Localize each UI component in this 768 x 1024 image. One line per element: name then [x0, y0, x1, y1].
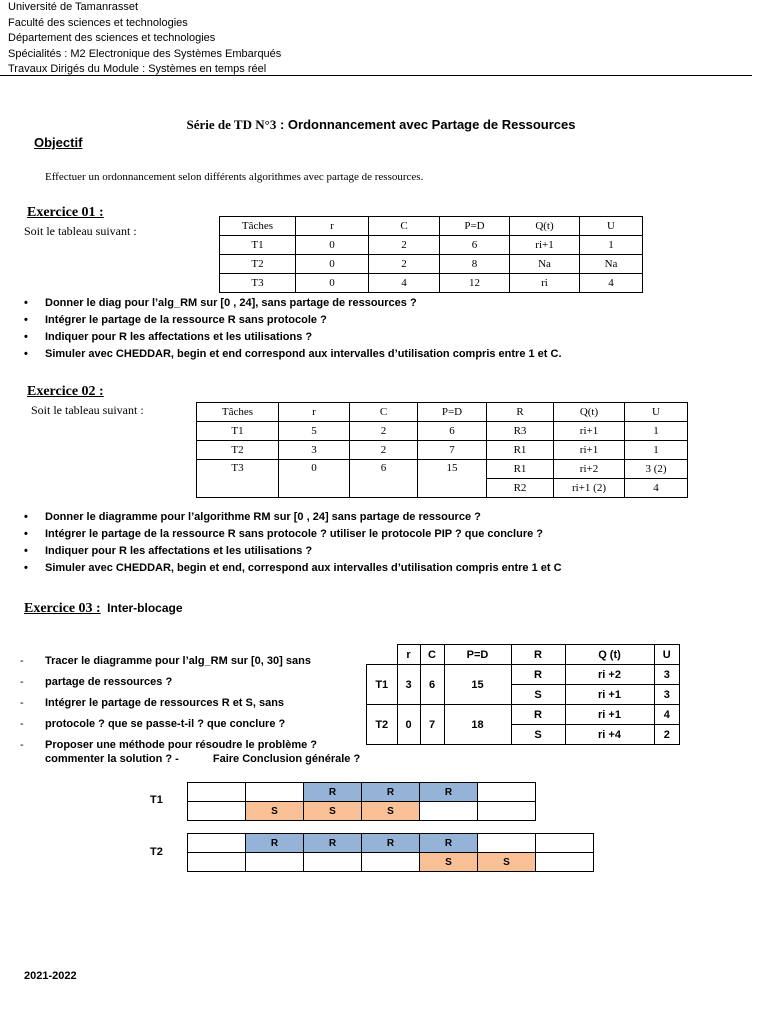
table-cell: 15 — [418, 460, 487, 498]
table-cell: 2 — [369, 255, 440, 274]
list-item — [20, 651, 317, 672]
table-header-cell: r — [397, 645, 420, 665]
table-cell: ri — [510, 274, 580, 293]
table-cell: ri +1 — [565, 685, 654, 705]
table-cell: 4 — [625, 479, 688, 498]
table-header-cell: P=D — [444, 645, 511, 665]
list-item-text: partage de ressources ? — [45, 676, 173, 688]
exercise-2-table — [196, 402, 688, 498]
table-cell: 0 — [296, 236, 369, 255]
table-cell: 0 — [279, 460, 350, 498]
table-cell: R — [511, 665, 565, 685]
table-cell: 2 — [350, 422, 418, 441]
table-row — [220, 274, 643, 293]
table-cell: ri+1 — [554, 422, 625, 441]
table-cell: ri+1 — [510, 236, 580, 255]
table-cell: 2 — [350, 441, 418, 460]
list-item — [20, 714, 317, 735]
table-header-cell: r — [296, 217, 369, 236]
table-row — [367, 705, 680, 725]
dash-marker: - — [20, 739, 24, 751]
table-cell: 3 — [279, 441, 350, 460]
gantt-cell-s: S — [304, 802, 362, 821]
table-cell: 0 — [397, 705, 420, 745]
gantt-cell-r: R — [304, 783, 362, 802]
gantt-t2-label: T2 — [150, 846, 163, 858]
exercise-2-intro: Soit le tableau suivant : — [31, 403, 144, 417]
gantt-cell — [536, 834, 594, 853]
table-header-row — [197, 403, 688, 422]
gantt-cell — [188, 834, 246, 853]
list-item — [20, 672, 317, 693]
table-header-row — [220, 217, 643, 236]
gantt-t1-label: T1 — [150, 794, 163, 806]
gantt-cell — [188, 802, 246, 821]
table-header-cell: R — [511, 645, 565, 665]
table-header-cell: P=D — [440, 217, 510, 236]
header-line: Département des sciences et technologies — [8, 32, 216, 44]
table-row — [220, 236, 643, 255]
table-cell: ri+1 — [554, 441, 625, 460]
list-item: • Simuler avec CHEDDAR, begin et end, correspond aux intervalles d’utilisation compris entre 1 et C — [24, 560, 562, 577]
objectif-text: Effectuer un ordonnancement selon différents algorithmes avec partage de ressources. — [45, 171, 424, 183]
header-line: Faculté des sciences et technologies — [8, 16, 188, 29]
exercise-3-table — [366, 644, 680, 745]
gantt-row-resource-s — [188, 853, 594, 872]
academic-year: 2021-2022 — [24, 970, 77, 982]
dash-marker: - — [20, 718, 24, 730]
header-line: Travaux Dirigés du Module : Systèmes en temps réel — [8, 63, 267, 75]
objectif-heading: Objectif — [34, 135, 83, 150]
table-cell: 3 — [654, 665, 680, 685]
gantt-cell-s: S — [478, 853, 536, 872]
gantt-t2 — [187, 833, 594, 872]
list-item: • Intégrer le partage de la ressource R sans protocole ? utiliser le protocole PIP ? que conclure ? — [24, 526, 562, 543]
table-header-cell: P=D — [418, 403, 487, 422]
table-row — [197, 460, 688, 479]
gantt-cell — [246, 783, 304, 802]
gantt-row-resource-s — [188, 802, 536, 821]
table-cell: ri+1 (2) — [554, 479, 625, 498]
gantt-t1 — [187, 782, 536, 821]
table-cell: Na — [510, 255, 580, 274]
table-header-cell: Tâches — [220, 217, 296, 236]
exercise-1-heading: Exercice 01 : — [27, 205, 104, 220]
gantt-cell — [478, 783, 536, 802]
table-header-cell: C — [350, 403, 418, 422]
table-cell: 1 — [580, 236, 643, 255]
exercise-1-questions — [24, 295, 562, 363]
title-prefix: Série de TD N°3 — [186, 117, 277, 132]
table-cell: T1 — [367, 665, 398, 705]
table-row — [367, 665, 680, 685]
gantt-cell — [478, 802, 536, 821]
list-item: • Indiquer pour R les affectations et les utilisations ? — [24, 329, 562, 346]
gantt-cell-r: R — [362, 783, 420, 802]
table-cell: 4 — [654, 705, 680, 725]
list-item: • Donner le diag pour l’alg_RM sur [0 , 24], sans partage de ressources ? — [24, 295, 562, 312]
gantt-cell — [478, 834, 536, 853]
table-cell: 4 — [580, 274, 643, 293]
table-cell: 4 — [369, 274, 440, 293]
table-cell: 6 — [350, 460, 418, 498]
table-cell: ri+2 — [554, 460, 625, 479]
table-header-cell: Q(t) — [510, 217, 580, 236]
exercise-3-questions — [20, 651, 317, 756]
table-cell: 8 — [440, 255, 510, 274]
header-line: Spécialités : M2 Electronique des Systèmes Embarqués — [8, 47, 282, 60]
dash-marker: - — [20, 655, 24, 667]
table-cell: 7 — [420, 705, 444, 745]
last-line-text: commenter la solution ? - — [45, 753, 179, 765]
table-row — [197, 441, 688, 460]
gantt-cell — [420, 802, 478, 821]
table-header-cell: C — [420, 645, 444, 665]
title-main: : Ordonnancement avec Partage de Ressources — [276, 117, 576, 132]
table-cell: T3 — [220, 274, 296, 293]
table-cell: 6 — [440, 236, 510, 255]
list-item — [20, 693, 317, 714]
list-item-text: Proposer une méthode pour résoudre le problème ? — [45, 739, 317, 751]
table-header-cell: U — [580, 217, 643, 236]
list-item: • Intégrer le partage de la ressource R sans protocole ? — [24, 312, 562, 329]
table-cell: R1 — [487, 460, 554, 479]
table-cell: 5 — [279, 422, 350, 441]
table-cell: T2 — [220, 255, 296, 274]
table-cell: 7 — [418, 441, 487, 460]
exercise-3-subtitle: Inter-blocage — [107, 601, 183, 615]
table-cell: T3 — [197, 460, 279, 498]
table-header-cell: U — [654, 645, 680, 665]
conclusion-text: Faire Conclusion générale ? — [212, 753, 361, 765]
exercise-3-heading-line — [24, 599, 183, 617]
list-item: • Simuler avec CHEDDAR, begin et end correspond aux intervalles d’utilisation compris entre 1 et C. — [24, 346, 562, 363]
gantt-cell-s: S — [246, 802, 304, 821]
table-header-row — [367, 645, 680, 665]
exercise-1-table — [219, 216, 643, 293]
table-header-cell: Q(t) — [554, 403, 625, 422]
table-row — [220, 255, 643, 274]
gantt-cell — [188, 853, 246, 872]
table-header-cell: U — [625, 403, 688, 422]
gantt-cell — [536, 853, 594, 872]
table-cell: R3 — [487, 422, 554, 441]
table-row — [197, 422, 688, 441]
header-line: Université de Tamanrasset — [8, 1, 139, 13]
table-cell: 1 — [625, 422, 688, 441]
table-header-cell: r — [279, 403, 350, 422]
table-cell: 0 — [296, 274, 369, 293]
exercise-2-heading: Exercice 02 : — [27, 384, 104, 399]
table-cell: 12 — [440, 274, 510, 293]
gantt-row-resource-r — [188, 834, 594, 853]
table-cell: R — [511, 705, 565, 725]
dash-marker: - — [20, 676, 24, 688]
table-header-cell: R — [487, 403, 554, 422]
list-item: • Donner le diagramme pour l’algorithme RM sur [0 , 24] sans partage de ressource ? — [24, 509, 562, 526]
table-cell: T1 — [197, 422, 279, 441]
gantt-cell-s: S — [420, 853, 478, 872]
table-cell: 3 — [397, 665, 420, 705]
list-item-text: protocole ? que se passe-t-il ? que conclure ? — [45, 718, 286, 730]
table-cell: 1 — [625, 441, 688, 460]
table-cell: T2 — [197, 441, 279, 460]
table-cell: 3 — [654, 685, 680, 705]
list-item: • Indiquer pour R les affectations et les utilisations ? — [24, 543, 562, 560]
table-cell: 0 — [296, 255, 369, 274]
gantt-cell — [188, 783, 246, 802]
institution-header — [8, 0, 281, 78]
table-header-cell: C — [369, 217, 440, 236]
dash-marker: - — [20, 697, 24, 709]
gantt-cell-r: R — [362, 834, 420, 853]
gantt-cell — [246, 853, 304, 872]
table-cell: 15 — [444, 665, 511, 705]
gantt-cell-r: R — [420, 783, 478, 802]
gantt-cell — [304, 853, 362, 872]
list-item-text: Intégrer le partage de ressources R et S, sans — [45, 697, 285, 709]
gantt-cell-s: S — [362, 802, 420, 821]
gantt-cell-r: R — [246, 834, 304, 853]
exercise-2-questions — [24, 509, 562, 577]
list-item-text: Tracer le diagramme pour l’alg_RM sur [0, 30] sans — [45, 655, 311, 667]
table-cell: T2 — [367, 705, 398, 745]
table-cell: ri +2 — [565, 665, 654, 685]
table-cell: 18 — [444, 705, 511, 745]
header-divider — [0, 75, 752, 76]
table-cell: 3 (2) — [625, 460, 688, 479]
document-title — [0, 117, 762, 133]
table-cell: S — [511, 725, 565, 745]
table-cell: R2 — [487, 479, 554, 498]
table-header-cell: Tâches — [197, 403, 279, 422]
table-header-cell: Q (t) — [565, 645, 654, 665]
table-cell: S — [511, 685, 565, 705]
exercise-3-last-line — [45, 753, 360, 765]
gantt-cell-r: R — [420, 834, 478, 853]
table-cell: ri +1 — [565, 705, 654, 725]
table-cell: ri +4 — [565, 725, 654, 745]
gantt-cell — [362, 853, 420, 872]
exercise-3-heading: Exercice 03 : — [24, 601, 101, 616]
table-cell: 6 — [418, 422, 487, 441]
empty-corner-cell — [367, 645, 398, 665]
table-cell: 2 — [654, 725, 680, 745]
table-cell: T1 — [220, 236, 296, 255]
gantt-row-resource-r — [188, 783, 536, 802]
table-cell: Na — [580, 255, 643, 274]
table-cell: R1 — [487, 441, 554, 460]
gantt-cell-r: R — [304, 834, 362, 853]
exercise-1-intro: Soit le tableau suivant : — [24, 224, 137, 238]
table-cell: 6 — [420, 665, 444, 705]
table-cell: 2 — [369, 236, 440, 255]
